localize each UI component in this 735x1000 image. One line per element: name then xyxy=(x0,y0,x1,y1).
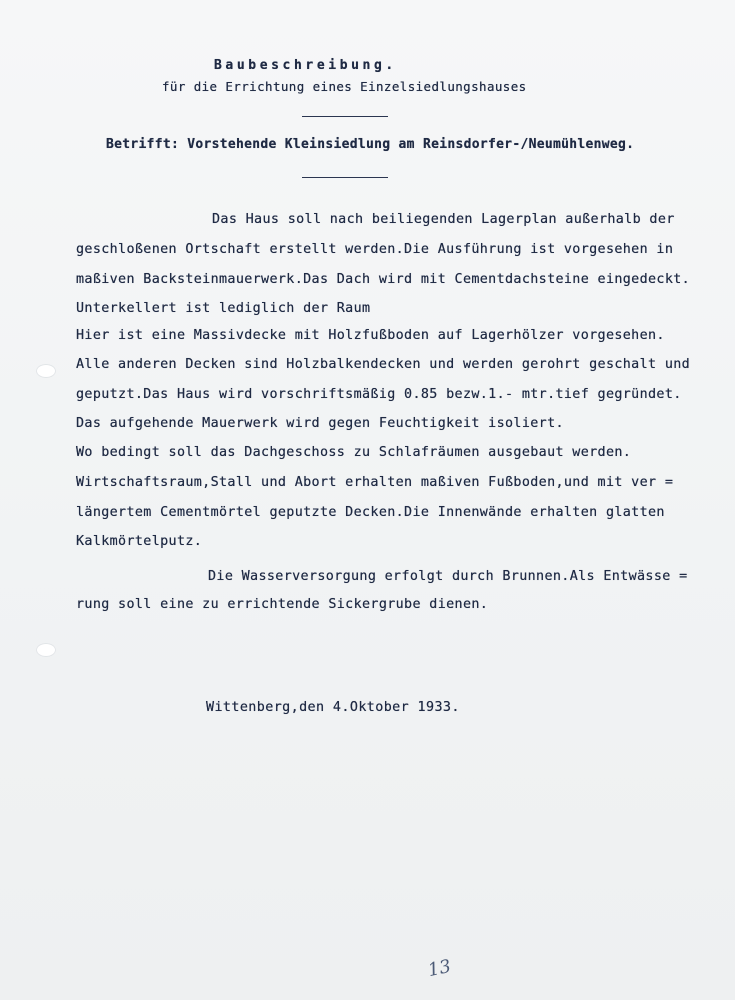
divider-line xyxy=(302,177,388,178)
body-text-line: Das aufgehende Mauerwerk wird gegen Feuchtigkeit isoliert. xyxy=(76,416,564,431)
body-text-line: rung soll eine zu errichtende Sickergrube dienen. xyxy=(76,597,489,612)
body-text-line: Alle anderen Decken sind Holzbalkendecken und werden gerohrt geschalt und xyxy=(76,357,691,372)
body-text-line: Die Wasserversorgung erfolgt durch Brunnen.Als Entwässe = xyxy=(208,569,688,584)
page-number: 13 xyxy=(426,955,453,982)
body-text-line: geschloßenen Ortschaft erstellt werden.Die Ausführung ist vorgesehen in xyxy=(76,242,674,257)
place-date: Wittenberg,den 4.Oktober 1933. xyxy=(206,700,460,715)
punch-hole xyxy=(36,364,56,378)
body-text-line: Das Haus soll nach beiliegenden Lagerplan außerhalb der xyxy=(212,212,675,227)
body-text-line: Kalkmörtelputz. xyxy=(76,534,203,549)
body-text-line: längertem Cementmörtel geputzte Decken.Die Innenwände erhalten glatten xyxy=(76,505,665,520)
document-subtitle: für die Errichtung eines Einzelsiedlungshauses xyxy=(162,79,527,94)
body-text-line: Unterkellert ist lediglich der Raum xyxy=(76,301,371,316)
document-title: Baubeschreibung. xyxy=(214,58,397,73)
body-text-line: Hier ist eine Massivdecke mit Holzfußboden auf Lagerhölzer vorgesehen. xyxy=(76,328,665,343)
body-text-line: Wirtschaftsraum,Stall und Abort erhalten maßiven Fußboden,und mit ver = xyxy=(76,475,674,490)
divider-line xyxy=(302,116,388,117)
body-text-line: geputzt.Das Haus wird vorschriftsmäßig 0.85 bezw.1.- mtr.tief gegründet. xyxy=(76,387,682,402)
punch-hole xyxy=(36,643,56,657)
subject-line: Betrifft: Vorstehende Kleinsiedlung am Reinsdorfer-/Neumühlenweg. xyxy=(106,137,635,152)
body-text-line: Wo bedingt soll das Dachgeschoss zu Schlafräumen ausgebaut werden. xyxy=(76,445,632,460)
body-text-line: maßiven Backsteinmauerwerk.Das Dach wird mit Cementdachsteine eingedeckt. xyxy=(76,272,691,287)
